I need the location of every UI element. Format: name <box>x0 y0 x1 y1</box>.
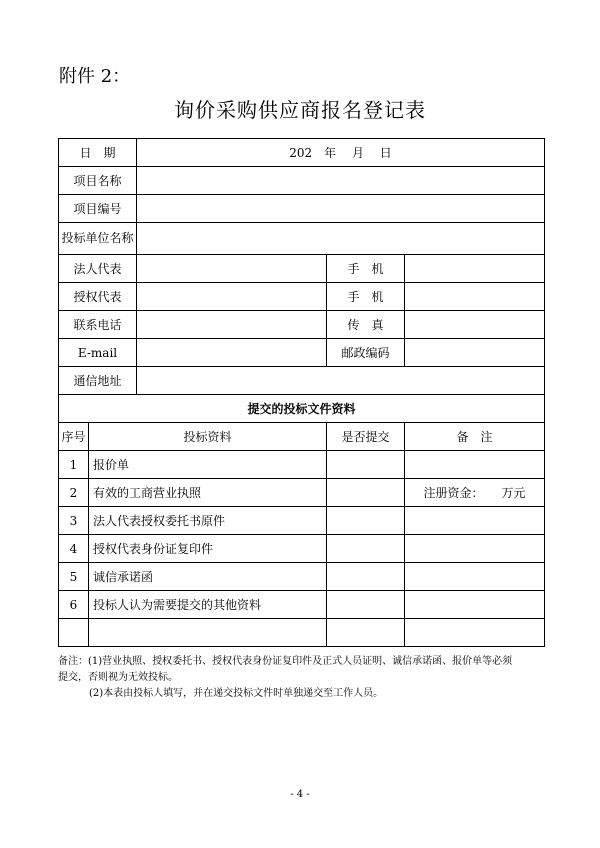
legal-rep-label: 法人代表 <box>59 255 137 283</box>
empty-remark[interactable] <box>405 619 545 647</box>
row-material: 有效的工商营业执照 <box>89 479 327 507</box>
row-remark[interactable] <box>405 451 545 479</box>
notes <box>58 654 548 702</box>
auth-rep-label: 授权代表 <box>59 283 137 311</box>
row-seq: 2 <box>59 479 89 507</box>
row-submitted-field[interactable] <box>327 507 405 535</box>
date-value[interactable]: 202 年 月 日 <box>137 139 545 167</box>
row-material: 授权代表身份证复印件 <box>89 535 327 563</box>
legal-rep-field[interactable] <box>137 255 327 283</box>
postcode-label: 邮政编码 <box>327 339 405 367</box>
row-remark[interactable] <box>405 507 545 535</box>
project-name-field[interactable] <box>137 167 545 195</box>
row-address <box>59 367 545 395</box>
note-line-3: (2)本表由投标人填写，并在递交投标文件时单独递交至工作人员。 <box>89 688 384 699</box>
row-material: 报价单 <box>89 451 327 479</box>
project-no-label: 项目编号 <box>59 195 137 223</box>
row-remark[interactable] <box>405 535 545 563</box>
mobile-label: 手 机 <box>327 255 405 283</box>
form-title: 询价采购供应商报名登记表 <box>174 98 426 122</box>
table-row <box>59 563 545 591</box>
email-field[interactable] <box>137 339 327 367</box>
phone-field[interactable] <box>137 311 327 339</box>
header-submitted: 是否提交 <box>327 423 405 451</box>
row-material: 诚信承诺函 <box>89 563 327 591</box>
attachment-label: 附件 2： <box>59 66 131 87</box>
row-email <box>59 339 545 367</box>
section-title: 提交的投标文件资料 <box>59 395 545 423</box>
empty-submitted[interactable] <box>327 619 405 647</box>
row-seq: 1 <box>59 451 89 479</box>
row-phone <box>59 311 545 339</box>
row-material: 投标人认为需要提交的其他资料 <box>89 591 327 619</box>
row-section-title <box>59 395 545 423</box>
row-bidder <box>59 223 545 255</box>
row-submitted-field[interactable] <box>327 451 405 479</box>
date-label: 日 期 <box>59 139 137 167</box>
table-row <box>59 535 545 563</box>
empty-material[interactable] <box>89 619 327 647</box>
table-row <box>59 451 545 479</box>
table-row <box>59 507 545 535</box>
row-submitted-field[interactable] <box>327 479 405 507</box>
table-row <box>59 479 545 507</box>
row-seq: 4 <box>59 535 89 563</box>
table-row-empty <box>59 619 545 647</box>
fax-field[interactable] <box>405 311 545 339</box>
mobile2-label: 手 机 <box>327 283 405 311</box>
row-date <box>59 139 545 167</box>
empty-seq[interactable] <box>59 619 89 647</box>
registration-table <box>58 138 545 647</box>
phone-label: 联系电话 <box>59 311 137 339</box>
auth-rep-field[interactable] <box>137 283 327 311</box>
mobile2-field[interactable] <box>405 283 545 311</box>
row-project-no <box>59 195 545 223</box>
table-row <box>59 591 545 619</box>
row-seq: 5 <box>59 563 89 591</box>
row-seq: 6 <box>59 591 89 619</box>
page-number: - 4 - <box>290 789 310 800</box>
row-remark[interactable] <box>405 591 545 619</box>
email-label: E-mail <box>59 339 137 367</box>
header-seq: 序号 <box>59 423 89 451</box>
project-name-label: 项目名称 <box>59 167 137 195</box>
project-no-field[interactable] <box>137 195 545 223</box>
bidder-label: 投标单位名称 <box>59 223 137 255</box>
row-project-name <box>59 167 545 195</box>
row-docs-header <box>59 423 545 451</box>
bidder-field[interactable] <box>137 223 545 255</box>
row-remark[interactable] <box>405 563 545 591</box>
header-remark: 备 注 <box>405 423 545 451</box>
note-line-2: 提交，否则视为无效投标。 <box>58 672 178 683</box>
row-remark[interactable]: 注册资金： 万元 <box>405 479 545 507</box>
row-material: 法人代表授权委托书原件 <box>89 507 327 535</box>
address-field[interactable] <box>137 367 545 395</box>
row-submitted-field[interactable] <box>327 535 405 563</box>
note-line-1: 备注：(1)营业执照、授权委托书、授权代表身份证复印件及正式人员证明、诚信承诺函、报价单等必须 <box>58 656 513 667</box>
row-legal-rep <box>59 255 545 283</box>
row-auth-rep <box>59 283 545 311</box>
row-submitted-field[interactable] <box>327 591 405 619</box>
fax-label: 传 真 <box>327 311 405 339</box>
header-material: 投标资料 <box>89 423 327 451</box>
mobile-field[interactable] <box>405 255 545 283</box>
address-label: 通信地址 <box>59 367 137 395</box>
postcode-field[interactable] <box>405 339 545 367</box>
row-seq: 3 <box>59 507 89 535</box>
row-submitted-field[interactable] <box>327 563 405 591</box>
